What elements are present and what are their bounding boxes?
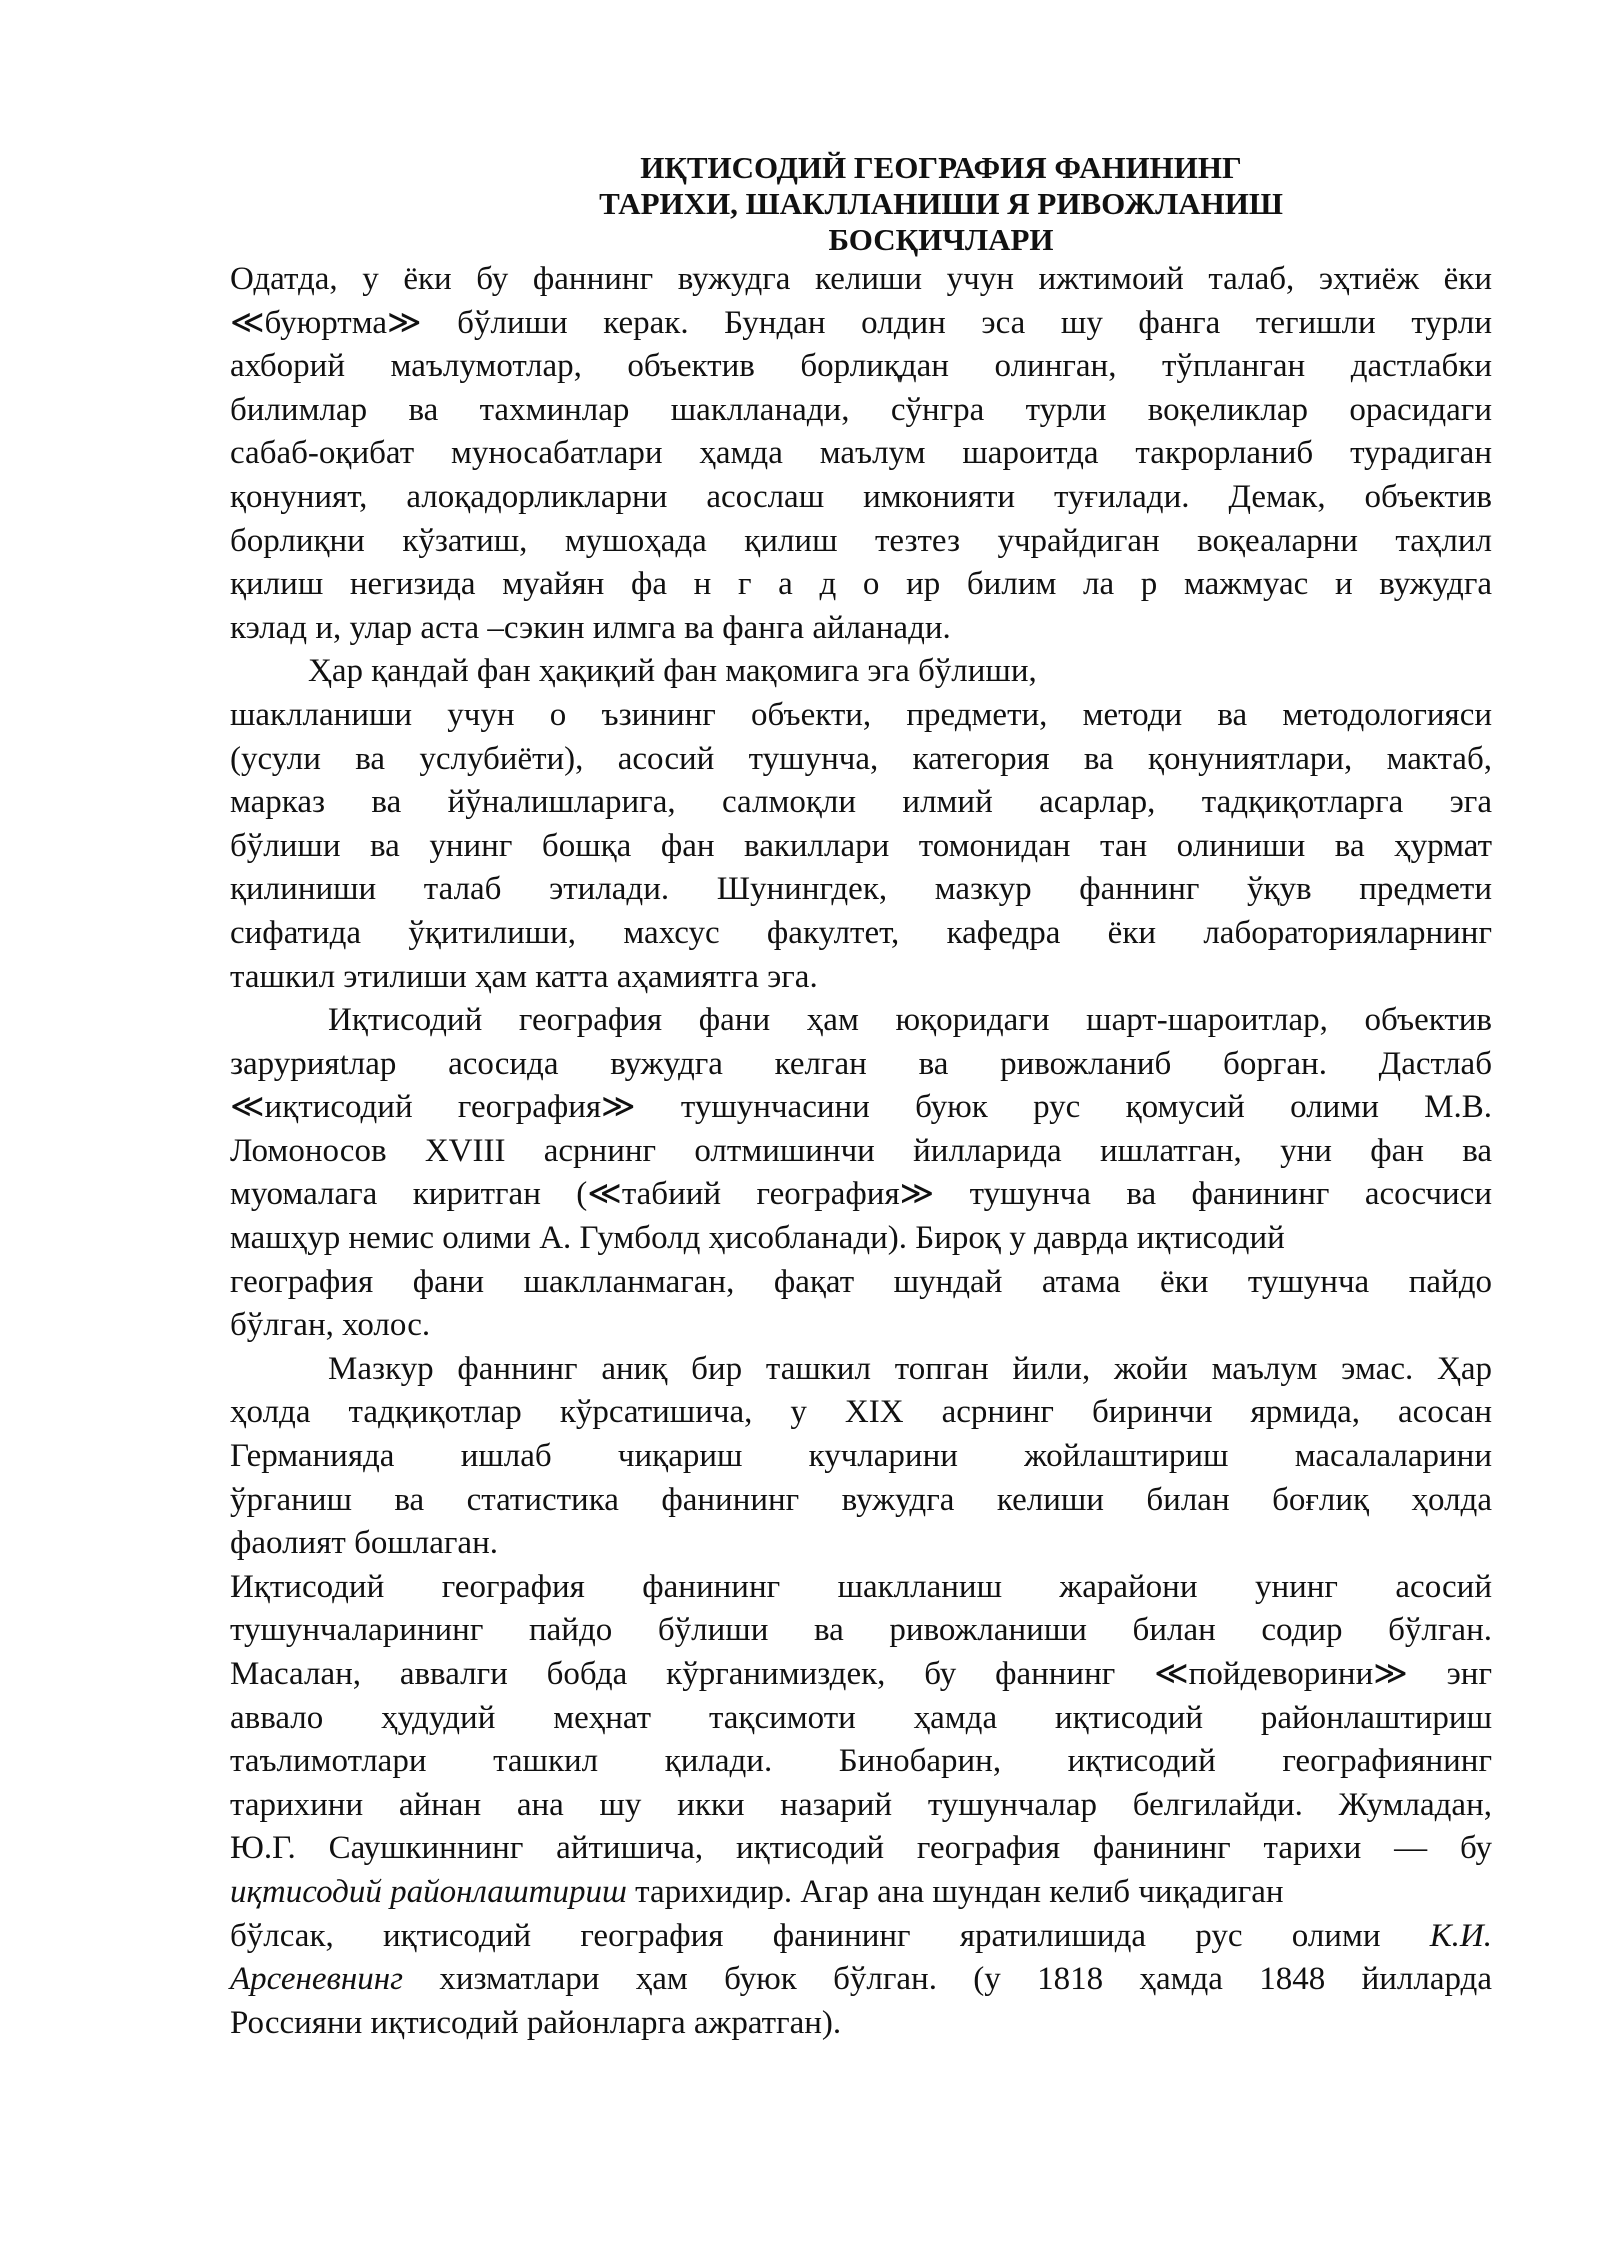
text-line: таълимотлари ташкил қилади. Бинобарин, иқтисодий географиянинг	[230, 1743, 1492, 1780]
text-line: кэлад и, улар аста –сэкин илмга ва фанга айланади.	[230, 609, 951, 646]
paragraph-1	[230, 258, 1492, 650]
title-line-3: БОСҚИЧЛАРИ	[828, 222, 1054, 257]
text-line: қилиш негизида муайян фа н г а д о ир билим ла р мажмуас и вужудга	[230, 566, 1492, 603]
paragraph-5	[230, 1566, 1492, 2046]
text-line: география фани шаклланмаган, фақат шундай атама ёки тушунча пайдо	[230, 1263, 1492, 1300]
text-line: Масалан, аввалги бобда кўрганимиздек, бу фаннинг ≪пойдеворини≫ энг	[230, 1656, 1492, 1692]
text-line: бўлган, холос.	[230, 1307, 431, 1344]
text-line: Россияни иқтисодий районларга ажратган).	[230, 2004, 842, 2041]
text-line: машҳур немис олими А. Гумболд ҳисобланади). Бироқ у даврда иқтисодий	[230, 1220, 1285, 1257]
text-line: ≪буюртма≫ бўлиши керак. Бундан олдин эса шу фанга тегишли турли	[230, 304, 1492, 341]
text-line: ≪иқтисодий география≫ тушунчасини буюк рус қомусий олими М.В.	[230, 1089, 1492, 1126]
title-line-2: ТАРИХИ, ШАКЛЛАНИШИ Я РИВОЖЛАНИШ	[599, 186, 1283, 221]
text-line: Ю.Г. Саушкиннинг айтишича, иқтисодий география фанининг тарихи — бу	[230, 1830, 1492, 1867]
document-page	[230, 150, 1492, 2045]
text-line: Германияда ишлаб чиқариш кучларини жойлаштириш масалаларини	[230, 1438, 1492, 1475]
text-fragment: хизматлари ҳам буюк бўлган. (у 1818 ҳамда 1848 йилларда	[402, 1961, 1492, 1998]
text-line: марказ ва йўналишларига, салмоқли илмий асарлар, тадқиқотларга эга	[230, 784, 1492, 821]
text-line: зарурияtлар асосида вужудга келган ва ривожланиб борган. Дастлаб	[230, 1045, 1492, 1082]
text-line: шаклланиши учун о ъзининг объекти, предмети, методи ва методологияси	[230, 696, 1492, 733]
text-line: Иқтисодий география фанининг шаклланиш жарайони унинг асосий	[230, 1568, 1492, 1605]
title-line-1: ИҚТИСОДИЙ ГЕОГРАФИЯ ФАНИНИНГ	[640, 150, 1242, 185]
text-line: тушунчаларининг пайдо бўлиши ва ривожланиши билан содир бўлган.	[230, 1612, 1492, 1649]
text-line: сифатида ўқитилиши, махсус факултет, кафедра ёки лабораторияларнинг	[230, 914, 1492, 951]
text-line: ўрганиш ва статистика фанининг вужудга келиши билан боғлиқ ҳолда	[230, 1481, 1492, 1518]
text-line: билимлар ва тахминлар шаклланади, сўнгра турли воқеликлар орасидаги	[230, 391, 1492, 428]
text-line: тарихини айнан ана шу икки назарий тушунчалар белгилайди. Жумладан,	[230, 1786, 1492, 1823]
paragraph-4	[230, 1348, 1492, 1566]
text-line: аввало ҳудудий меҳнат тақсимоти ҳамда иқтисодий районлаштириш	[230, 1699, 1492, 1736]
paragraph-3	[230, 999, 1492, 1348]
text-fragment: бўлсак, иқтисодий география фанининг яратилишида рус олими	[230, 1917, 1430, 1954]
text-line: фаолият бошлаган.	[230, 1525, 498, 1562]
text-line: қилиниши талаб этилади. Шунингдек, мазкур фаннинг ўқув предмети	[230, 871, 1492, 908]
text-line: ташкил этилиши ҳам катта аҳамиятга эга.	[230, 958, 818, 995]
text-line: Ҳар қандай фан ҳақиқий фан мақомига эга бўлиши,	[308, 653, 1037, 690]
text-line: Мазкур фаннинг аниқ бир ташкил топган йили, жойи маълум эмас. Ҳар	[328, 1350, 1492, 1387]
text-line: бўлиши ва унинг бошқа фан вакиллари томонидан тан олиниши ва ҳурмат	[230, 827, 1492, 864]
text-line: сабаб-оқибат муносабатлари ҳамда маълум шароитда такрорланиб турадиган	[230, 435, 1492, 472]
text-fragment: тарихидир. Агар ана шундан келиб чиқадиган	[626, 1873, 1284, 1910]
text-line: муомалага киритган (≪табиий география≫ тушунча ва фанининг асосчиси	[230, 1176, 1492, 1213]
text-line	[230, 1871, 1492, 1915]
text-line: ҳолда тадқиқотлар кўрсатишича, у XIX асрнинг биринчи ярмида, асосан	[230, 1394, 1492, 1431]
italic-name: Арсеневнинг	[230, 1961, 403, 1998]
text-line: Иқтисодий география фани ҳам юқоридаги шарт-шароитлар, объектив	[328, 1002, 1492, 1039]
text-line: Одатда, у ёки бу фаннинг вужудга келиши учун ижтимоий талаб, эҳтиёж ёки	[230, 261, 1492, 297]
text-line: ахборий маълумотлар, объектив борлиқдан олинган, тўпланган дастлабки	[230, 348, 1492, 385]
text-line: Ломоносов XVIII асрнинг олтмишинчи йилларида ишлатган, уни фан ва	[230, 1132, 1492, 1169]
paragraph-2	[230, 650, 1492, 999]
text-line: (усули ва услубиёти), асосий тушунча, категория ва қонуниятлари, мактаб,	[230, 740, 1492, 777]
text-line: борлиқни кўзатиш, мушоҳада қилиш тезтез учрайдиган воқеаларни таҳлил	[230, 522, 1492, 559]
document-title	[230, 150, 1492, 258]
italic-term: иқтисодий районлаштириш	[230, 1873, 627, 1910]
text-line	[230, 1958, 1492, 2002]
text-line: қонуният, алоқадорликларни асослаш имконияти туғилади. Демак, объектив	[230, 478, 1492, 515]
text-line	[230, 1915, 1492, 1959]
italic-name: К.И.	[1429, 1917, 1492, 1954]
